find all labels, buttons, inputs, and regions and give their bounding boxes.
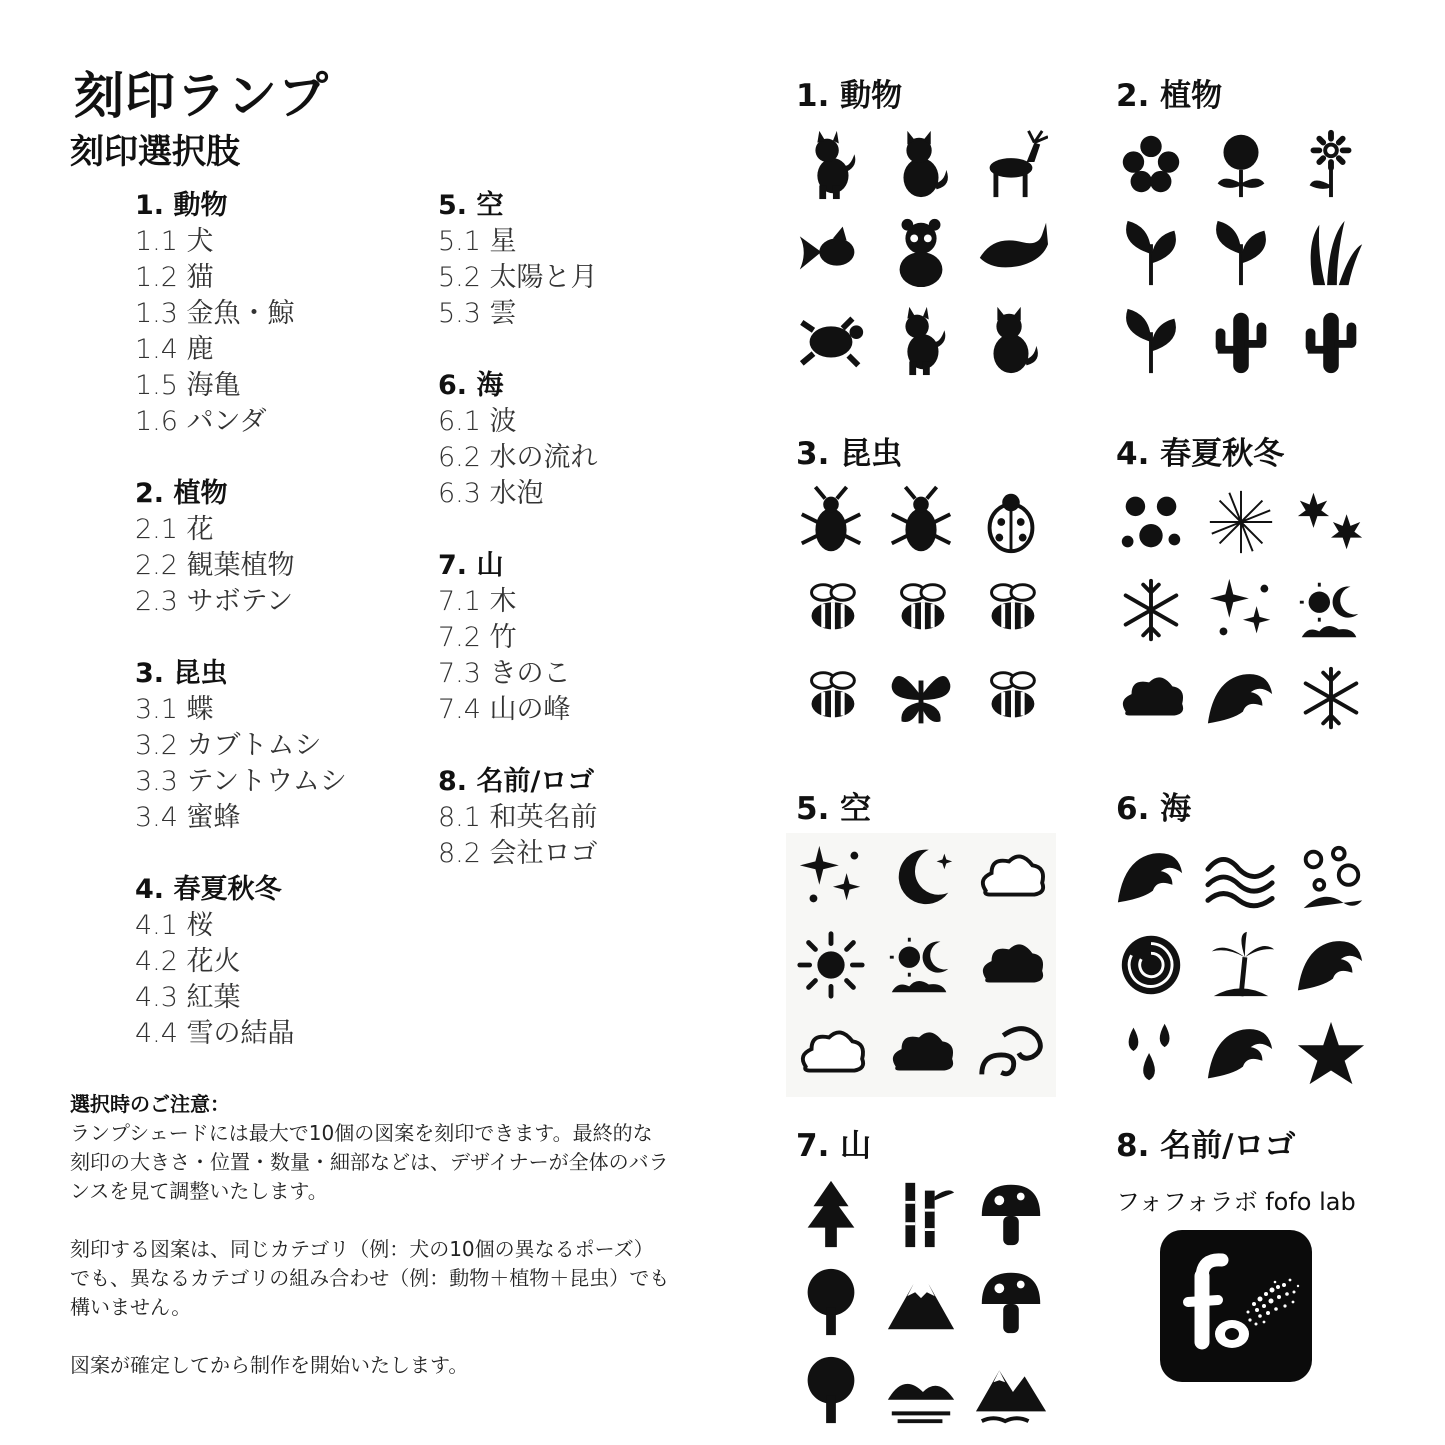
icon-grid [1106, 478, 1376, 742]
category-item: 4.2 花火 [135, 946, 241, 977]
hydrangea-icon [1196, 120, 1286, 208]
pine-tree-icon [786, 1170, 876, 1258]
monstera-icon [1106, 208, 1196, 296]
sun-icon [786, 921, 876, 1009]
splash-icon [1286, 921, 1376, 1009]
notes-paragraph: 図案が確定してから制作を開始いたします。 [70, 1353, 469, 1377]
cloud-pattern-icon [1106, 654, 1196, 742]
crescent-moon-icon [876, 833, 966, 921]
icon-grid [1106, 120, 1376, 384]
leaf-bush-icon [1106, 296, 1196, 384]
deer-icon [966, 120, 1056, 208]
category-item: 4.1 桜 [135, 910, 214, 941]
bee-flower-icon [786, 566, 876, 654]
icon-grid [786, 120, 1056, 384]
puppy-icon [876, 296, 966, 384]
great-wave-icon [1106, 833, 1196, 921]
category-item: 8.2 会社ロゴ [438, 838, 598, 869]
leafy-plant-icon [1196, 208, 1286, 296]
category-sea [438, 368, 598, 512]
category-item: 1.2 猫 [135, 262, 214, 293]
icon-grid [1106, 833, 1376, 1097]
category-item: 3.1 蝶 [135, 694, 214, 725]
cloud-bank-icon [876, 1009, 966, 1097]
sun-moon-icon [1286, 566, 1376, 654]
wave-rock-icon [1196, 1009, 1286, 1097]
category-insects [135, 656, 347, 836]
notes-paragraph: 刻印する図案は、同じカテゴリ（例：犬の10個の異なるポーズ）でも、異なるカテゴリの組み合わせ（例：動物＋植物＋昆虫）でも構いません。 [70, 1237, 670, 1319]
category-item: 7.1 木 [438, 586, 517, 617]
category-item: 3.2 カブトムシ [135, 730, 322, 761]
bee-icon [966, 566, 1056, 654]
category-seasons [135, 872, 347, 1052]
page-title: 刻印ランプ [74, 67, 329, 125]
bee-small-icon [786, 654, 876, 742]
wave-pattern-icon [1196, 654, 1286, 742]
category-heading: 8. 名前/ロゴ [438, 766, 595, 797]
daisy-icon [1286, 120, 1376, 208]
hibiscus-icon [1106, 120, 1196, 208]
cat-sitting-icon [876, 120, 966, 208]
category-item: 7.2 竹 [438, 622, 517, 653]
notes-heading: 選択時のご注意： [70, 1092, 230, 1116]
bubbles-icon [1286, 833, 1376, 921]
category-item: 3.4 蜜蜂 [135, 802, 241, 833]
bamboo-icon [876, 1170, 966, 1258]
category-plants [135, 476, 347, 620]
panel-heading: 2. 植物 [1116, 78, 1223, 114]
panel-heading: 3. 昆虫 [796, 436, 903, 472]
mushroom-icon [966, 1258, 1056, 1346]
category-mountain [438, 548, 598, 728]
starfish-icon [1286, 1009, 1376, 1097]
round-tree-icon [786, 1258, 876, 1346]
category-item: 2.2 観葉植物 [135, 550, 295, 581]
category-heading: 7. 山 [438, 550, 504, 581]
icon-grid [786, 833, 1056, 1097]
category-item: 4.4 雪の結晶 [135, 1018, 295, 1049]
mushrooms-icon [966, 1170, 1056, 1258]
category-item: 1.5 海亀 [135, 370, 241, 401]
dog-icon [786, 120, 876, 208]
category-item: 1.6 パンダ [135, 406, 267, 437]
oak-tree-icon [786, 1346, 876, 1434]
ladybug-icon [966, 478, 1056, 566]
panda-icon [876, 208, 966, 296]
notes-paragraph: ランプシェードには最大で10個の図案を刻印できます。最終的な刻印の大きさ・位置・数量・細部などは、デザイナーが全体のバランスを見て調整いたします。 [70, 1121, 669, 1203]
brand-name: フォフォラボ fofo lab [1116, 1188, 1356, 1216]
panel-heading: 1. 動物 [796, 78, 903, 114]
category-item: 4.3 紅葉 [135, 982, 241, 1013]
panel-heading: 7. 山 [796, 1128, 872, 1164]
category-heading: 4. 春夏秋冬 [135, 874, 282, 905]
page-subtitle: 刻印選択肢 [70, 132, 240, 172]
swirl-cloud-icon [966, 1009, 1056, 1097]
sparkle-stars-icon [786, 833, 876, 921]
category-item: 5.2 太陽と月 [438, 262, 598, 293]
category-heading: 2. 植物 [135, 478, 228, 509]
mount-fuji-icon [876, 1258, 966, 1346]
snowflakes-icon [1286, 654, 1376, 742]
panel-heading: 6. 海 [1116, 791, 1192, 827]
category-item: 1.3 金魚・鯨 [135, 298, 295, 329]
category-item: 1.1 犬 [135, 226, 214, 257]
selection-notes [70, 1090, 670, 1409]
panel-heading: 4. 春夏秋冬 [1116, 436, 1285, 472]
sea-turtle-icon [786, 296, 876, 384]
icon-grid [786, 1170, 1056, 1434]
whale-icon [966, 208, 1056, 296]
cat-standing-icon [966, 296, 1056, 384]
category-item: 5.3 雲 [438, 298, 517, 329]
wave-lines-icon [1196, 833, 1286, 921]
category-item: 8.1 和英名前 [438, 802, 598, 833]
stag-beetle-icon [786, 478, 876, 566]
cactus-icon [1196, 296, 1286, 384]
category-heading: 1. 動物 [135, 190, 228, 221]
double-cloud-icon [786, 1009, 876, 1097]
hills-icon [876, 1346, 966, 1434]
shell-icon [1106, 921, 1196, 1009]
cloud-outline-icon [966, 833, 1056, 921]
grass-plant-icon [1286, 208, 1376, 296]
category-item: 1.4 鹿 [135, 334, 214, 365]
category-item: 2.3 サボテン [135, 586, 294, 617]
butterfly-icon [876, 654, 966, 742]
category-item: 7.4 山の峰 [438, 694, 571, 725]
category-item: 7.3 きのこ [438, 658, 571, 689]
category-heading: 5. 空 [438, 190, 504, 221]
mountain-peaks-icon [966, 1346, 1056, 1434]
sun-moon-combo-icon [876, 921, 966, 1009]
category-name-logo [438, 764, 598, 872]
flowering-cactus-icon [1286, 296, 1376, 384]
category-sky [438, 188, 598, 332]
sakura-icon [1106, 478, 1196, 566]
fofo-lab-logo-icon [1160, 1230, 1312, 1382]
category-item: 2.1 花 [135, 514, 214, 545]
palm-island-icon [1196, 921, 1286, 1009]
category-animals [135, 188, 347, 440]
category-heading: 3. 昆虫 [135, 658, 228, 689]
fireworks-icon [1196, 478, 1286, 566]
category-list-right [438, 188, 598, 908]
maple-leaves-icon [1286, 478, 1376, 566]
category-list-left [135, 188, 347, 1088]
category-heading: 6. 海 [438, 370, 504, 401]
panel-heading: 5. 空 [796, 791, 872, 827]
stars-icon [1196, 566, 1286, 654]
wasp-icon [966, 654, 1056, 742]
goldfish-icon [786, 208, 876, 296]
category-item: 5.1 星 [438, 226, 517, 257]
icon-grid [786, 478, 1056, 742]
snowflake-stars-icon [1106, 566, 1196, 654]
panel-heading: 8. 名前/ロゴ [1116, 1128, 1296, 1164]
category-item: 6.1 波 [438, 406, 517, 437]
droplets-icon [1106, 1009, 1196, 1097]
category-item: 6.2 水の流れ [438, 442, 598, 473]
category-item: 6.3 水泡 [438, 478, 544, 509]
category-item: 3.3 テントウムシ [135, 766, 347, 797]
rhino-beetle-icon [876, 478, 966, 566]
cloud-filled-icon [966, 921, 1056, 1009]
hornet-icon [876, 566, 966, 654]
